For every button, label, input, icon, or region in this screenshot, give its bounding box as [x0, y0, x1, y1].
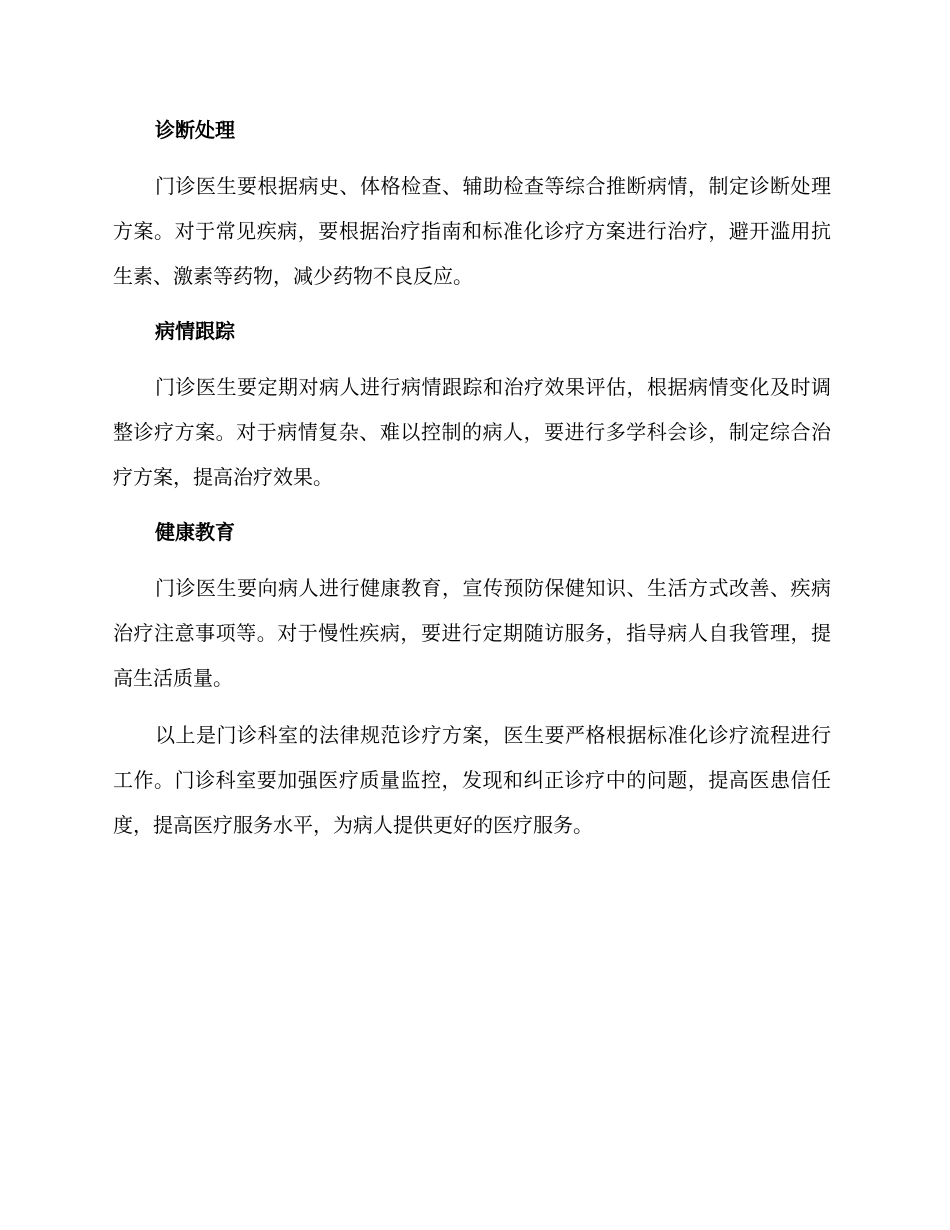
section-heading-tracking: 病情跟踪 — [155, 319, 235, 343]
document-body — [113, 110, 831, 860]
conclusion-paragraph: 以上是门诊科室的法律规范诊疗方案，医生要严格根据标准化诊疗流程进行工作。门诊科室要加强医疗质量监控，发现和纠正诊疗中的问题，提高医患信任度，提高医疗服务水平，为病人提供更好的医疗服务。 — [113, 723, 831, 837]
section-heading-education: 健康教育 — [155, 520, 235, 544]
section-paragraph-education: 门诊医生要向病人进行健康教育，宣传预防保健知识、生活方式改善、疾病治疗注意事项等。对于慢性疾病，要进行定期随访服务，指导病人自我管理，提高生活质量。 — [113, 576, 831, 690]
section-paragraph-diagnosis: 门诊医生要根据病史、体格检查、辅助检查等综合推断病情，制定诊断处理方案。对于常见疾病，要根据治疗指南和标准化诊疗方案进行治疗，避开滥用抗生素、激素等药物，减少药物不良反应。 — [113, 174, 831, 288]
section-heading-diagnosis: 诊断处理 — [155, 118, 235, 142]
section-paragraph-tracking: 门诊医生要定期对病人进行病情跟踪和治疗效果评估，根据病情变化及时调整诊疗方案。对于病情复杂、难以控制的病人，要进行多学科会诊，制定综合治疗方案，提高治疗效果。 — [113, 375, 831, 489]
